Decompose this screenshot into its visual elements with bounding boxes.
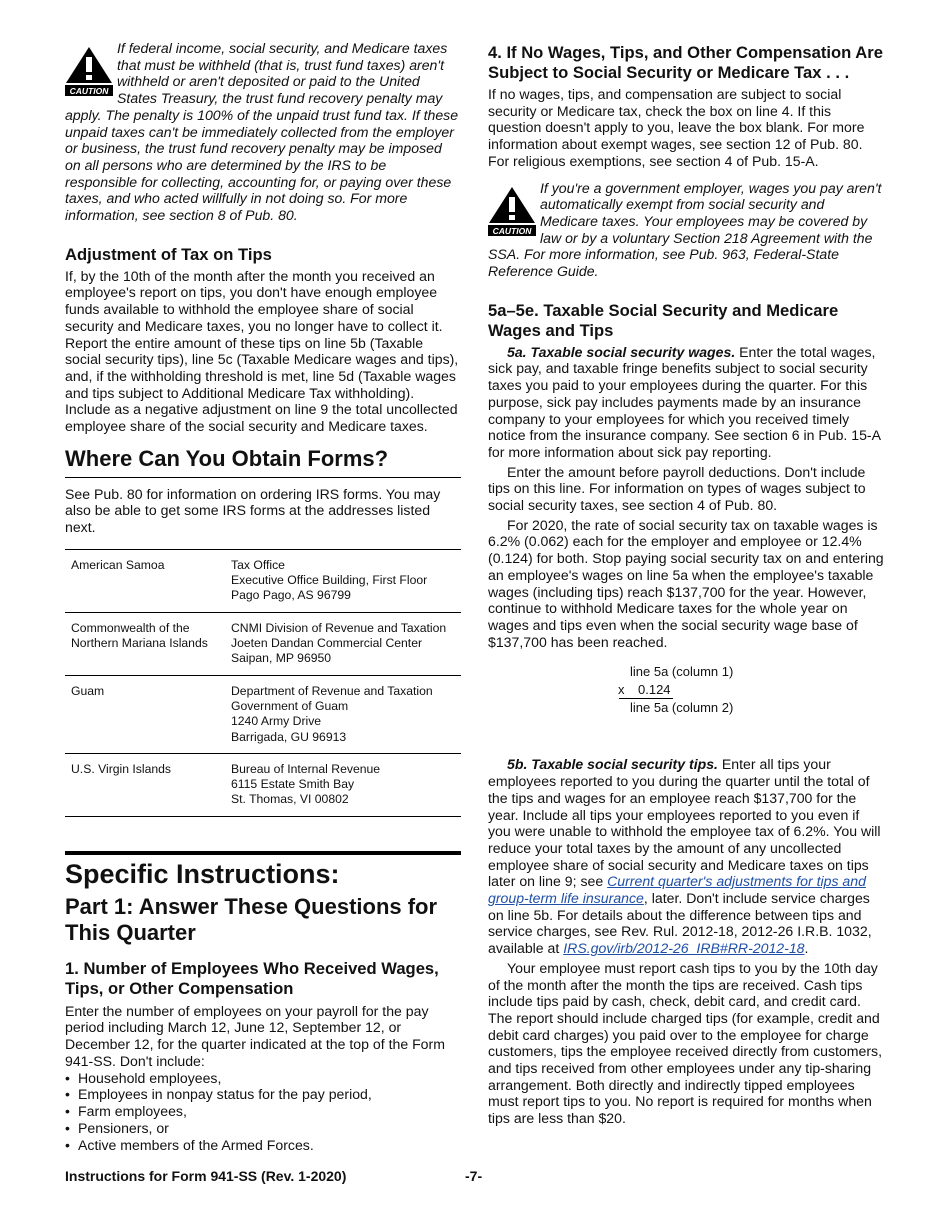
q4-paragraph: If no wages, tips, and compensation are subject to social security or Medicare tax, check the box on line 4. If this question doesn't apply to you, leave the box blank. For more information about exempt wages, see section 12 of Pub. 80. For religious exemptions, see section 4 of Pub. 15-A. <box>488 86 865 169</box>
calculation-box <box>488 650 885 734</box>
tips-paragraph: If, by the 10th of the month after the month you received an employee's report on tips, you don't have enough employee funds available to withhold the employee share of social security and Medicare taxes, you no longer have to collect it. Report the entire amount of these tips on line 5b (Taxable social security tips), line 5c (Taxable Medicare wages and tips), and, if the withholding threshold is met, line 5d (Taxable wages and tips subject to Additional Medicare Tax withholding). Include as a negative adjustment on line 9 the total uncollected employee share of the social security and Medicare taxes. <box>65 267 459 435</box>
address-line: Bureau of Internal Revenue <box>231 761 381 776</box>
calc-line1: line 5a (column 1) <box>630 664 734 680</box>
address-place: American Samoa <box>71 557 165 572</box>
q1-heading: 1. Number of Employees Who Received Wages, Tips, or Other Compensation <box>65 958 439 998</box>
divider <box>65 477 461 478</box>
table-row <box>65 550 461 612</box>
address-table <box>65 550 461 817</box>
table-row <box>65 753 461 816</box>
q5b-text: . <box>804 940 809 957</box>
right-column <box>488 40 885 1127</box>
address-line: Joeten Dandan Commercial Center <box>231 636 423 651</box>
list-item: • Employees in nonpay status for the pay period, <box>65 1086 461 1103</box>
table-row <box>65 675 461 753</box>
q5b-text: Enter all tips your employees reported to you during the quarter until the total of the tips and wages for an employee reach $137,700 for the year. Include all tips your employees reported to you even if you were unable to withhold the employee tax of 6.2%. You will reduce your total taxes by the amount of any uncollected employee share of social security and Medicare taxes on tips later on line 9; see <box>488 756 881 890</box>
q5a-runin-heading: 5a. Taxable social security wages. <box>507 343 736 360</box>
calc-multiplier: 0.124 <box>638 682 671 698</box>
address-block <box>225 612 461 675</box>
address-line: 1240 Army Drive <box>231 714 322 729</box>
list-item: • Household employees, <box>65 1070 461 1087</box>
section-rule <box>65 851 461 855</box>
caution-text: If federal income, social security, and Medicare taxes that must be withheld (that is, trust fund taxes) aren't withheld or aren't deposited or paid to the United States Treasury, the trust fund recovery penalty may apply. The penalty is 100% of the unpaid trust fund tax. If these unpaid taxes can't be immediately collected from the employer or business, the trust fund recovery penalty may be imposed on all persons who are determined by the IRS to be responsible for collecting, accounting for, or paying over these taxes, and who acted willfully in not doing so. For more information, see section 8 of Pub. 80. <box>65 40 459 224</box>
q1-paragraph: Enter the number of employees on your payroll for the pay period including March 12, June 12, September 12, or December 12, for the quarter indicated at the top of the Form 941-SS. Don't include: <box>65 1002 445 1069</box>
q5a-paragraph-3: For 2020, the rate of social security tax on taxable wages is 6.2% (0.062) each for the employer and employee or 12.4% (0.124) for both. Stop paying social security tax on and entering an employee's wages on line 5a when the employee's taxable wages (including tips) reach $137,700 for the year. However, continue to withhold Medicare taxes for the whole year on wages and tips even when the social security wage base of $137,700 has been reached. <box>488 516 884 650</box>
caution-note-government <box>488 180 885 280</box>
page-number: -7- <box>465 1168 483 1184</box>
address-block <box>225 550 461 612</box>
address-block <box>225 675 461 753</box>
address-line: Tax Office <box>231 557 285 572</box>
address-line: St. Thomas, VI 00802 <box>231 792 349 807</box>
list-item: • Farm employees, <box>65 1103 461 1120</box>
footer-title: Instructions for Form 941-SS (Rev. 1-2020) <box>65 1168 347 1184</box>
q5-heading: 5a–5e. Taxable Social Security and Medicare Wages and Tips <box>488 300 839 340</box>
q5b-paragraph <box>488 756 885 956</box>
q5b-text: , later. Don't include service charges on line 5b. For details about the difference between tips and service charges, see Rev. Rul. 2012-18, 2012-26 I.R.B. 1032, available at <box>488 890 872 957</box>
caution-icon <box>65 46 113 96</box>
adjustments-link[interactable]: Current quarter's adjustments for tips and group-term life insurance <box>488 873 866 907</box>
list-item: • Active members of the Armed Forces. <box>65 1137 461 1154</box>
caution-note-trust-fund <box>65 40 461 224</box>
calc-operator: x <box>618 682 625 698</box>
address-line: 6115 Estate Smith Bay <box>231 777 355 792</box>
left-column <box>65 40 461 1154</box>
q5b-paragraph-2: Your employee must report cash tips to you by the 10th day of the month after the month the tips are received. Cash tips include tips paid by cash, check, debit card, and credit card. The report should include charged tips (for example, credit and debit card charges) you paid over to the employee for charge customers, tips the employee received directly from customers, and tips received from other employees under any tip-sharing arrangement. Both directly and indirectly tipped employees must report tips to you. No report is required for months when tips are less than $20. <box>488 959 882 1127</box>
address-place: U.S. Virgin Islands <box>71 761 172 776</box>
address-place: Guam <box>71 683 105 698</box>
q5a-paragraph <box>488 344 885 461</box>
q5b-runin-heading: 5b. Taxable social security tips. <box>507 756 718 773</box>
q5a-text: Enter the total wages, sick pay, and taxable fringe benefits subject to social security taxes you paid to your employees during the quarter. For this purpose, sick pay includes payments made by an insurance company to your employees for which you received timely notice from the insurance company. See section 6 in Pub. 15-A for more information about sick pay reporting. <box>488 343 881 460</box>
address-line: Saipan, MP 96950 <box>231 651 332 666</box>
address-block <box>225 753 461 816</box>
address-line: Barrigada, GU 96913 <box>231 729 347 744</box>
calc-multiplier-line <box>618 681 671 699</box>
forms-heading: Where Can You Obtain Forms? <box>65 445 389 471</box>
irs-irb-link[interactable]: IRS.gov/irb/2012-26_IRB#RR-2012-18 <box>563 940 805 957</box>
caution-icon <box>488 186 536 236</box>
svg-text:CAUTION: CAUTION <box>69 86 109 96</box>
address-line: Executive Office Building, First Floor <box>231 573 428 588</box>
address-line: CNMI Division of Revenue and Taxation <box>231 620 447 635</box>
calc-line3: line 5a (column 2) <box>630 700 734 716</box>
address-line: Government of Guam <box>231 698 349 713</box>
caution-text: If you're a government employer, wages you pay aren't automatically exempt from social security and Medicare taxes. Your employees may be covered by law or by a voluntary Section 218 Agreement with the SSA. For more information, see Pub. 963, Federal-State Reference Guide. <box>488 179 882 280</box>
q5a-paragraph-2: Enter the amount before payroll deductions. Don't include tips on this line. For information on types of wages subject to social security taxes, see section 4 of Pub. 80. <box>488 463 866 514</box>
forms-paragraph: See Pub. 80 for information on ordering IRS forms. You may also be able to get some IRS forms at the addresses listed next. <box>65 485 441 536</box>
tips-heading: Adjustment of Tax on Tips <box>65 244 272 264</box>
q4-heading: 4. If No Wages, Tips, and Other Compensation Are Subject to Social Security or Medicare Tax . . . <box>488 43 883 82</box>
address-line: Department of Revenue and Taxation <box>231 683 433 698</box>
list-item: • Pensioners, or <box>65 1120 461 1137</box>
table-row <box>65 612 461 675</box>
specific-instructions-heading: Specific Instructions: <box>65 858 340 889</box>
part1-heading: Part 1: Answer These Questions for This Quarter <box>65 893 438 945</box>
address-place: Commonwealth of the Northern Mariana Islands <box>71 620 208 651</box>
svg-text:CAUTION: CAUTION <box>492 225 532 236</box>
address-line: Pago Pago, AS 96799 <box>231 588 351 603</box>
q1-exclusion-list <box>65 1070 461 1154</box>
